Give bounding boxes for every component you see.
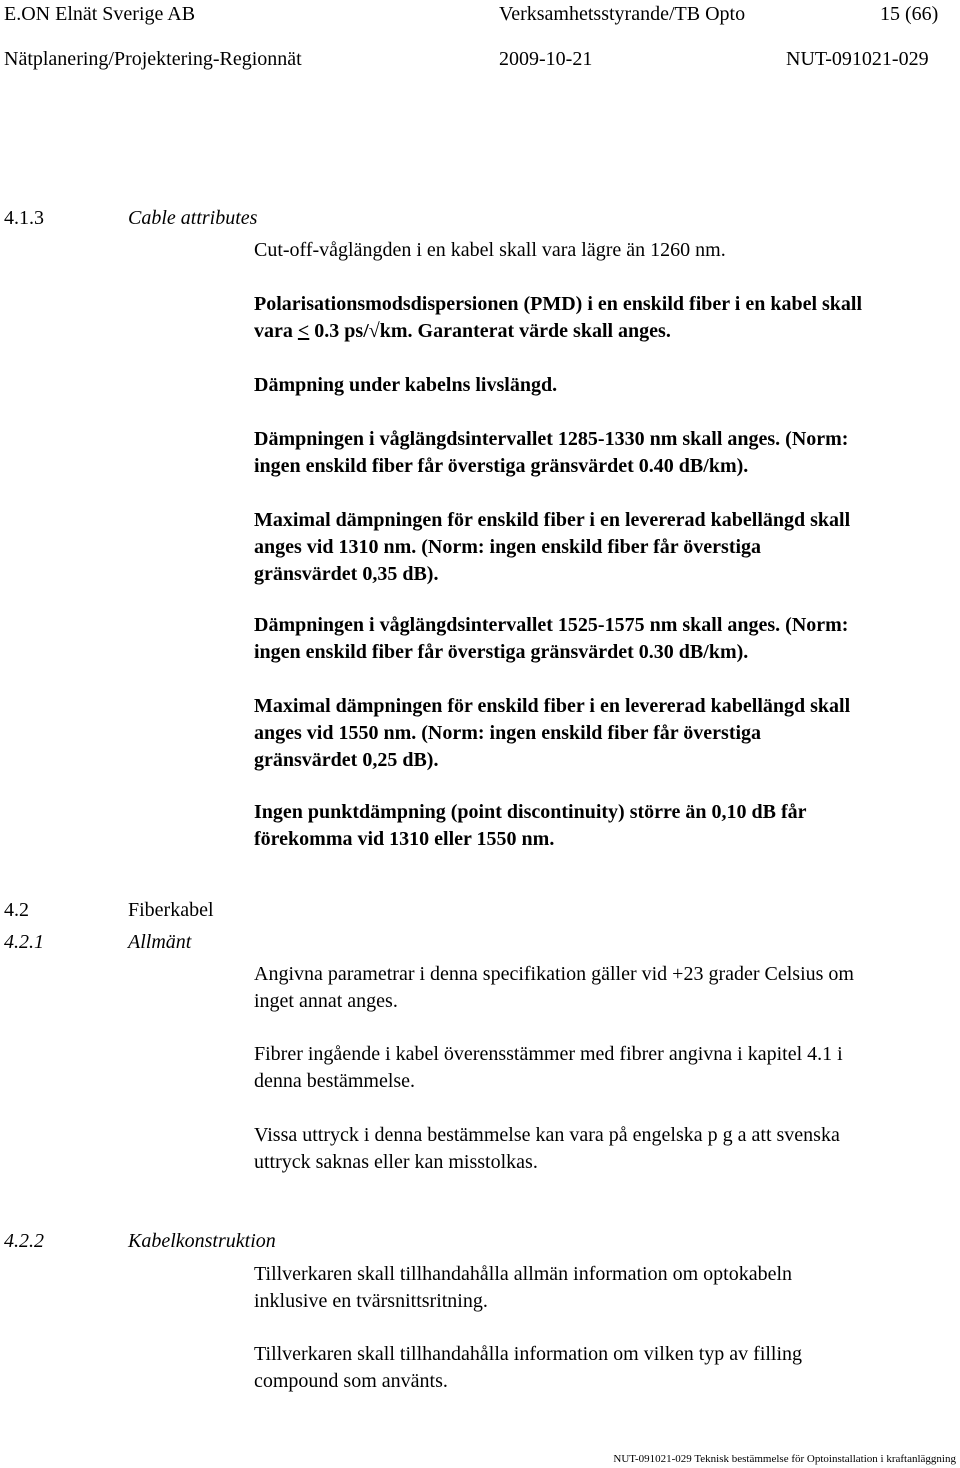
text-line: uttryck saknas eller kan misstolkas. [254, 1151, 538, 1173]
less-than-or-equal-symbol: < [297, 320, 310, 342]
section-number-4-2-1: 4.2.1 [4, 931, 44, 953]
text-line [254, 318, 960, 345]
text-line: förekomma vid 1310 eller 1550 nm. [254, 828, 555, 850]
paragraph-cutoff [254, 237, 960, 264]
text-line: gränsvärdet 0,35 dB). [254, 563, 439, 585]
text-line: inget annat anges. [254, 990, 398, 1012]
section-title-allmant: Allmänt [128, 931, 192, 953]
text-line: Fibrer ingående i kabel överensstämmer med fibrer angivna i kapitel 4.1 i [254, 1043, 843, 1065]
paragraph-attenuation-lifetime [254, 372, 960, 399]
paragraph-english-terms [254, 1122, 960, 1176]
text-line: compound som använts. [254, 1370, 448, 1392]
page-footer: NUT-091021-029 Teknisk bestämmelse för Optoinstallation i kraftanläggning [613, 1453, 956, 1465]
header-department: Verksamhetsstyrande/TB Opto [499, 3, 746, 25]
header-company: E.ON Elnät Sverige AB [4, 3, 196, 25]
text-line: inklusive en tvärsnittsritning. [254, 1290, 488, 1312]
text-line: Polarisationsmodsdispersionen (PMD) i en enskild fiber i en kabel skall [254, 293, 863, 315]
paragraph-point-discontinuity [254, 799, 960, 853]
text-line: Vissa uttryck i denna bestämmelse kan vara på engelska p g a att svenska [254, 1124, 840, 1146]
text-line: anges vid 1310 nm. (Norm: ingen enskild fiber får överstiga [254, 536, 762, 558]
text-line: ingen enskild fiber får överstiga gränsvärdet 0.40 dB/km). [254, 455, 749, 477]
text-line: anges vid 1550 nm. (Norm: ingen enskild fiber får överstiga [254, 722, 762, 744]
header-date: 2009-10-21 [499, 48, 593, 70]
section-number-4-1-3: 4.1.3 [4, 207, 44, 229]
text-line: Maximal dämpningen för enskild fiber i en levererad kabellängd skall [254, 695, 851, 717]
text-line: gränsvärdet 0,25 dB). [254, 749, 439, 771]
text-line: ingen enskild fiber får överstiga gränsvärdet 0.30 dB/km). [254, 641, 749, 663]
paragraph-general-info [254, 1261, 960, 1315]
text-fragment: km. Garanterat värde skall anges. [379, 320, 671, 342]
text-line: Tillverkaren skall tillhandahålla information om vilken typ av filling [254, 1343, 803, 1365]
paragraph-parameters [254, 961, 960, 1015]
text-line: Angivna parametrar i denna specifikation gäller vid +23 grader Celsius om [254, 963, 854, 985]
text-line: Cut-off-våglängden i en kabel skall vara lägre än 1260 nm. [254, 239, 726, 261]
text-line: denna bestämmelse. [254, 1070, 416, 1092]
text-line: Ingen punktdämpning (point discontinuity) större än 0,10 dB får [254, 801, 807, 823]
paragraph-attenuation-1550 [254, 612, 960, 666]
text-fragment: 0.3 ps/ [309, 320, 369, 342]
paragraph-fibers [254, 1041, 960, 1095]
section-number-4-2-2: 4.2.2 [4, 1230, 44, 1252]
paragraph-attenuation-1310 [254, 426, 960, 480]
paragraph-filling-compound [254, 1341, 960, 1395]
text-line: Dämpningen i våglängdsintervallet 1525-1575 nm skall anges. (Norm: [254, 614, 849, 636]
section-number-4-2: 4.2 [4, 899, 29, 921]
header-unit: Nätplanering/Projektering-Regionnät [4, 48, 302, 70]
section-title-cable-attributes: Cable attributes [128, 207, 258, 229]
text-fragment: vara [254, 320, 298, 342]
square-root-symbol: √ [368, 320, 380, 342]
header-page-number: 15 (66) [880, 3, 939, 25]
paragraph-max-attenuation-1310 [254, 507, 960, 588]
text-line: Dämpningen i våglängdsintervallet 1285-1330 nm skall anges. (Norm: [254, 428, 849, 450]
text-line: Maximal dämpningen för enskild fiber i en levererad kabellängd skall [254, 509, 851, 531]
section-title-fiberkabel: Fiberkabel [128, 899, 214, 921]
paragraph-pmd [254, 291, 960, 345]
text-line: Tillverkaren skall tillhandahålla allmän information om optokabeln [254, 1263, 793, 1285]
header-doc-id: NUT-091021-029 [786, 48, 929, 70]
paragraph-max-attenuation-1550 [254, 693, 960, 774]
text-line: Dämpning under kabelns livslängd. [254, 374, 558, 396]
section-title-kabelkonstruktion: Kabelkonstruktion [128, 1230, 276, 1252]
